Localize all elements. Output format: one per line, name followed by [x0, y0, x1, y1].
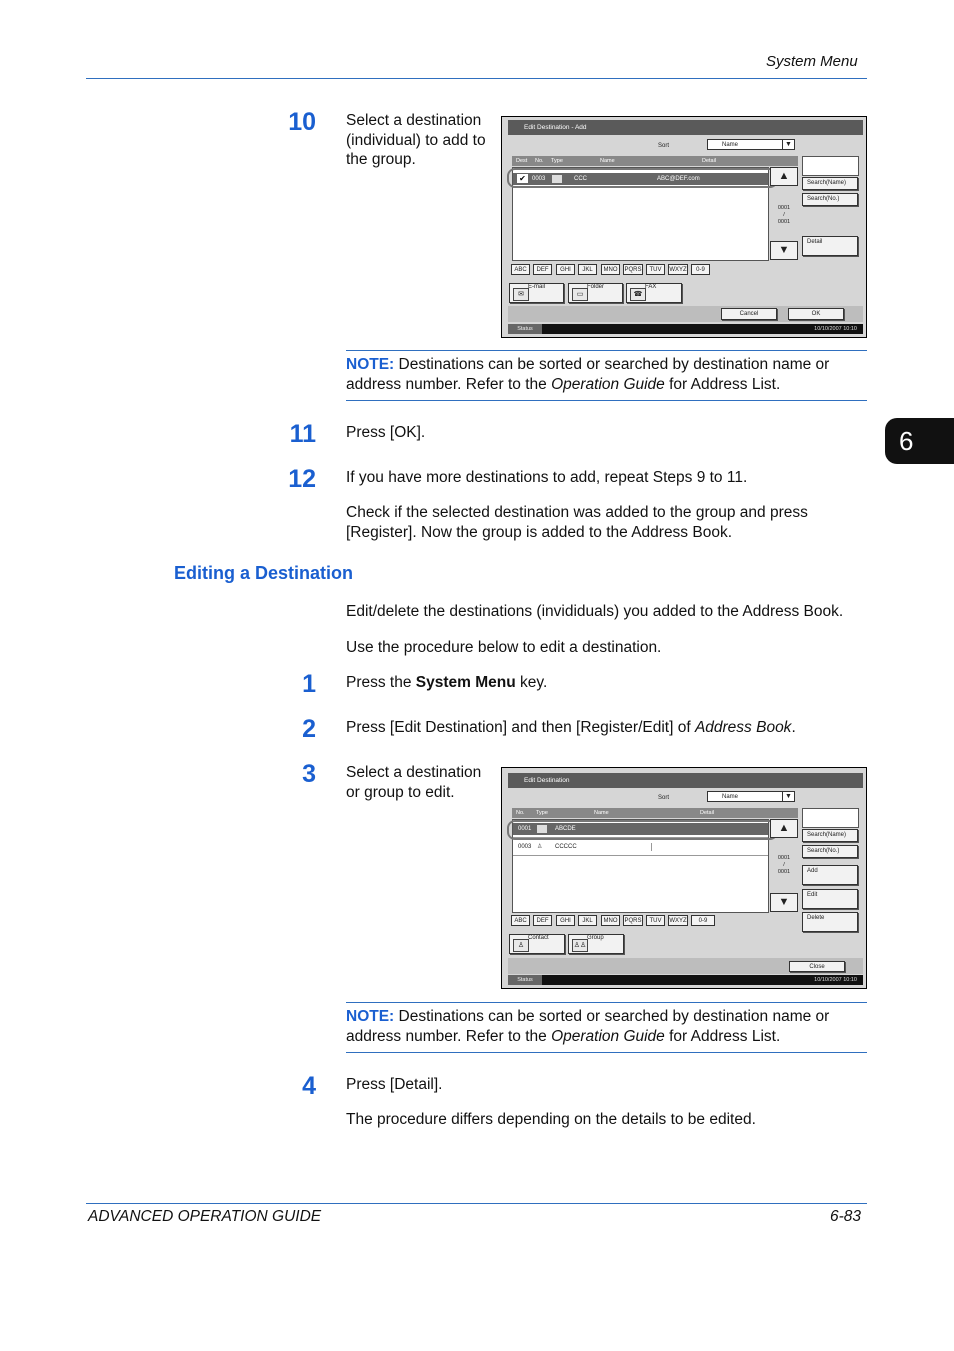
sort-label: Sort [658, 795, 670, 801]
envelope-icon: ✉ [513, 288, 529, 301]
col-dest: Dest [516, 158, 528, 164]
scroll-down-button[interactable]: ▼ [770, 241, 798, 260]
datetime: 10/10/2007 10:10 [814, 326, 857, 332]
step-number: 2 [302, 715, 316, 743]
footer-rule [86, 1203, 867, 1204]
alpha-tab[interactable]: WXYZ [668, 264, 688, 275]
sort-label: Sort [658, 143, 670, 149]
note-emphasis: Operation Guide [551, 1027, 665, 1045]
chapter-tab: 6 [885, 418, 954, 464]
step-text-part: key. [515, 674, 548, 691]
step-text: Press [Detail]. [346, 1076, 443, 1093]
section-intro: Edit/delete the destinations (invididuals) you added to the Address Book. [346, 603, 844, 620]
search-name-button[interactable]: Search(Name) [802, 177, 858, 190]
row-divider [513, 855, 768, 856]
alpha-tab[interactable]: MNO [601, 915, 620, 926]
step-emphasis: Address Book [694, 719, 792, 736]
step-text: If you have more destinations to add, repeat Steps 9 to 11. [346, 469, 748, 486]
alpha-tab[interactable]: TUV [646, 915, 665, 926]
search-no-button[interactable]: Search(No.) [802, 193, 858, 206]
note-box [346, 350, 867, 401]
folder-icon: ▭ [572, 288, 588, 301]
scroll-down-button[interactable]: ▼ [770, 893, 798, 912]
contact-icon: ♙ [513, 939, 529, 952]
step-text: Select a destination or group to edit. [346, 764, 482, 801]
note-label: NOTE: [346, 356, 395, 373]
header-section: System Menu [766, 53, 858, 70]
row-name: ABCDE [555, 826, 576, 832]
status-bar [508, 975, 863, 985]
selection-highlight [507, 168, 778, 188]
screen-edit-destination-add [501, 116, 867, 338]
alpha-tab[interactable]: ABC [511, 915, 530, 926]
pager-total: 0001 [777, 869, 791, 875]
group-icon: ♙♙ [572, 939, 588, 952]
step-text-continued: The procedure differs depending on the details to be edited. [346, 1111, 756, 1128]
alpha-tab[interactable]: PQRS [623, 915, 643, 926]
pager-sep: / [783, 862, 785, 868]
alpha-tab[interactable]: MNO [601, 264, 620, 275]
sort-dropdown[interactable] [707, 139, 795, 150]
alpha-tab[interactable]: JKL [578, 264, 597, 275]
delete-button[interactable]: Delete [802, 912, 858, 932]
step-text [346, 673, 547, 693]
selection-highlight [507, 820, 778, 840]
alpha-tab[interactable]: GHI [556, 264, 575, 275]
section-intro-2: Use the procedure below to edit a destination. [346, 639, 662, 656]
screen-edit-destination [501, 767, 867, 989]
col-detail: Detail [700, 810, 715, 816]
type-label: Contact [528, 935, 549, 941]
note-box [346, 1002, 867, 1053]
section-title: Editing a Destination [174, 563, 354, 583]
col-name: Name [600, 158, 615, 164]
col-no: No. [516, 810, 525, 816]
alpha-tab[interactable]: GHI [556, 915, 575, 926]
col-type: Type [551, 158, 563, 164]
checkmark-icon: ✔ [517, 174, 528, 183]
step-number: 4 [302, 1072, 316, 1100]
email-type-button[interactable] [509, 283, 564, 303]
alpha-tab[interactable]: WXYZ [668, 915, 688, 926]
edit-button[interactable]: Edit [802, 889, 858, 909]
ok-button[interactable]: OK [788, 308, 844, 320]
step-text-part: Press the [346, 674, 416, 691]
fax-icon: ☎ [630, 288, 646, 301]
search-no-button[interactable]: Search(No.) [802, 845, 858, 858]
row-no: 0003 [518, 844, 532, 850]
alpha-tab[interactable]: PQRS [623, 264, 643, 275]
alpha-tab[interactable]: ABC [511, 264, 530, 275]
step-text-part: Press [Edit Destination] and then [Register/Edit] of [346, 719, 695, 736]
note-text-end: for Address List. [664, 375, 781, 393]
search-name-button[interactable]: Search(Name) [802, 829, 858, 842]
list-row[interactable] [513, 841, 768, 853]
pager-current: 0001 [777, 205, 791, 211]
list-header [512, 808, 798, 818]
step-text-continued: Check if the selected destination was added to the group and press [Register]. Now the group is added to the Address Book. [346, 504, 808, 541]
step-text-part: . [791, 719, 796, 736]
scroll-up-button[interactable]: ▲ [770, 819, 798, 838]
scroll-up-button[interactable]: ▲ [770, 167, 798, 186]
contact-icon: ♙ [537, 844, 543, 850]
status-label: Status [508, 975, 542, 985]
contact-type-button[interactable] [509, 934, 565, 954]
row-name: CCC [574, 176, 587, 182]
step-text [346, 718, 796, 738]
step-key-name: System Menu [415, 674, 516, 691]
status-bar [508, 324, 863, 334]
pager-total: 0001 [777, 219, 791, 225]
alpha-tab[interactable]: 0-9 [691, 915, 715, 926]
sort-value: Name [722, 142, 739, 148]
type-label: FAX [645, 284, 657, 290]
group-type-button[interactable] [568, 934, 624, 954]
screen-title: Edit Destination - Add [508, 120, 863, 135]
note-text: Destinations can be sorted or searched by destination name or address number. Refer to the [346, 356, 830, 393]
col-type: Type [536, 810, 548, 816]
alpha-tab[interactable]: DEF [533, 264, 552, 275]
step-text: Press [OK]. [346, 424, 426, 441]
alpha-tab[interactable]: TUV [646, 264, 665, 275]
row-name: CCCCC [555, 844, 577, 850]
col-name: Name [594, 810, 609, 816]
add-button[interactable]: Add [802, 865, 858, 885]
footer-title: ADVANCED OPERATION GUIDE [88, 1208, 322, 1225]
row-detail: ABC@DEF.com [657, 176, 700, 182]
alpha-tab[interactable]: 0-9 [691, 264, 710, 275]
row-no: 0003 [532, 176, 546, 182]
chevron-down-icon: ▼ [782, 792, 794, 801]
pager [770, 205, 798, 226]
type-label: Folder [587, 284, 605, 290]
screen-title: Edit Destination [508, 773, 863, 788]
fax-type-button[interactable] [626, 283, 682, 303]
search-display [802, 156, 859, 176]
pager [770, 855, 798, 876]
col-detail: Detail [702, 158, 717, 164]
step-text: Select a destination (individual) to add to the group. [346, 112, 486, 168]
type-label: Group [587, 935, 604, 941]
note-label: NOTE: [346, 1008, 395, 1025]
folder-type-button[interactable] [568, 283, 623, 303]
note-text-end: for Address List. [664, 1027, 781, 1045]
step-number: 11 [289, 420, 316, 448]
datetime: 10/10/2007 10:10 [814, 977, 857, 983]
status-label: Status [508, 324, 542, 334]
step-number: 10 [288, 108, 316, 136]
col-no: No. [535, 158, 544, 164]
detail-button[interactable]: Detail [802, 236, 858, 256]
page-number: 6-83 [830, 1208, 862, 1225]
sort-value: Name [722, 794, 739, 800]
pager-current: 0001 [777, 855, 791, 861]
chevron-down-icon: ▼ [782, 140, 794, 149]
row-no: 0001 [518, 826, 532, 832]
alpha-tab[interactable]: JKL [578, 915, 597, 926]
type-label: E-mail [528, 284, 546, 290]
header-rule [86, 78, 867, 79]
close-button[interactable]: Close [789, 961, 845, 972]
step-number: 3 [302, 760, 316, 788]
column-divider [651, 843, 652, 851]
note-text: Destinations can be sorted or searched by destination name or address number. Refer to the [346, 1008, 830, 1045]
pager-sep: / [783, 212, 785, 218]
alpha-tab[interactable]: DEF [533, 915, 552, 926]
search-display [802, 808, 859, 828]
sort-dropdown[interactable] [707, 791, 795, 802]
step-number: 1 [302, 670, 316, 698]
list-header [512, 156, 798, 166]
step-number: 12 [288, 465, 316, 493]
note-emphasis: Operation Guide [551, 375, 665, 393]
cancel-button[interactable]: Cancel [721, 308, 777, 320]
